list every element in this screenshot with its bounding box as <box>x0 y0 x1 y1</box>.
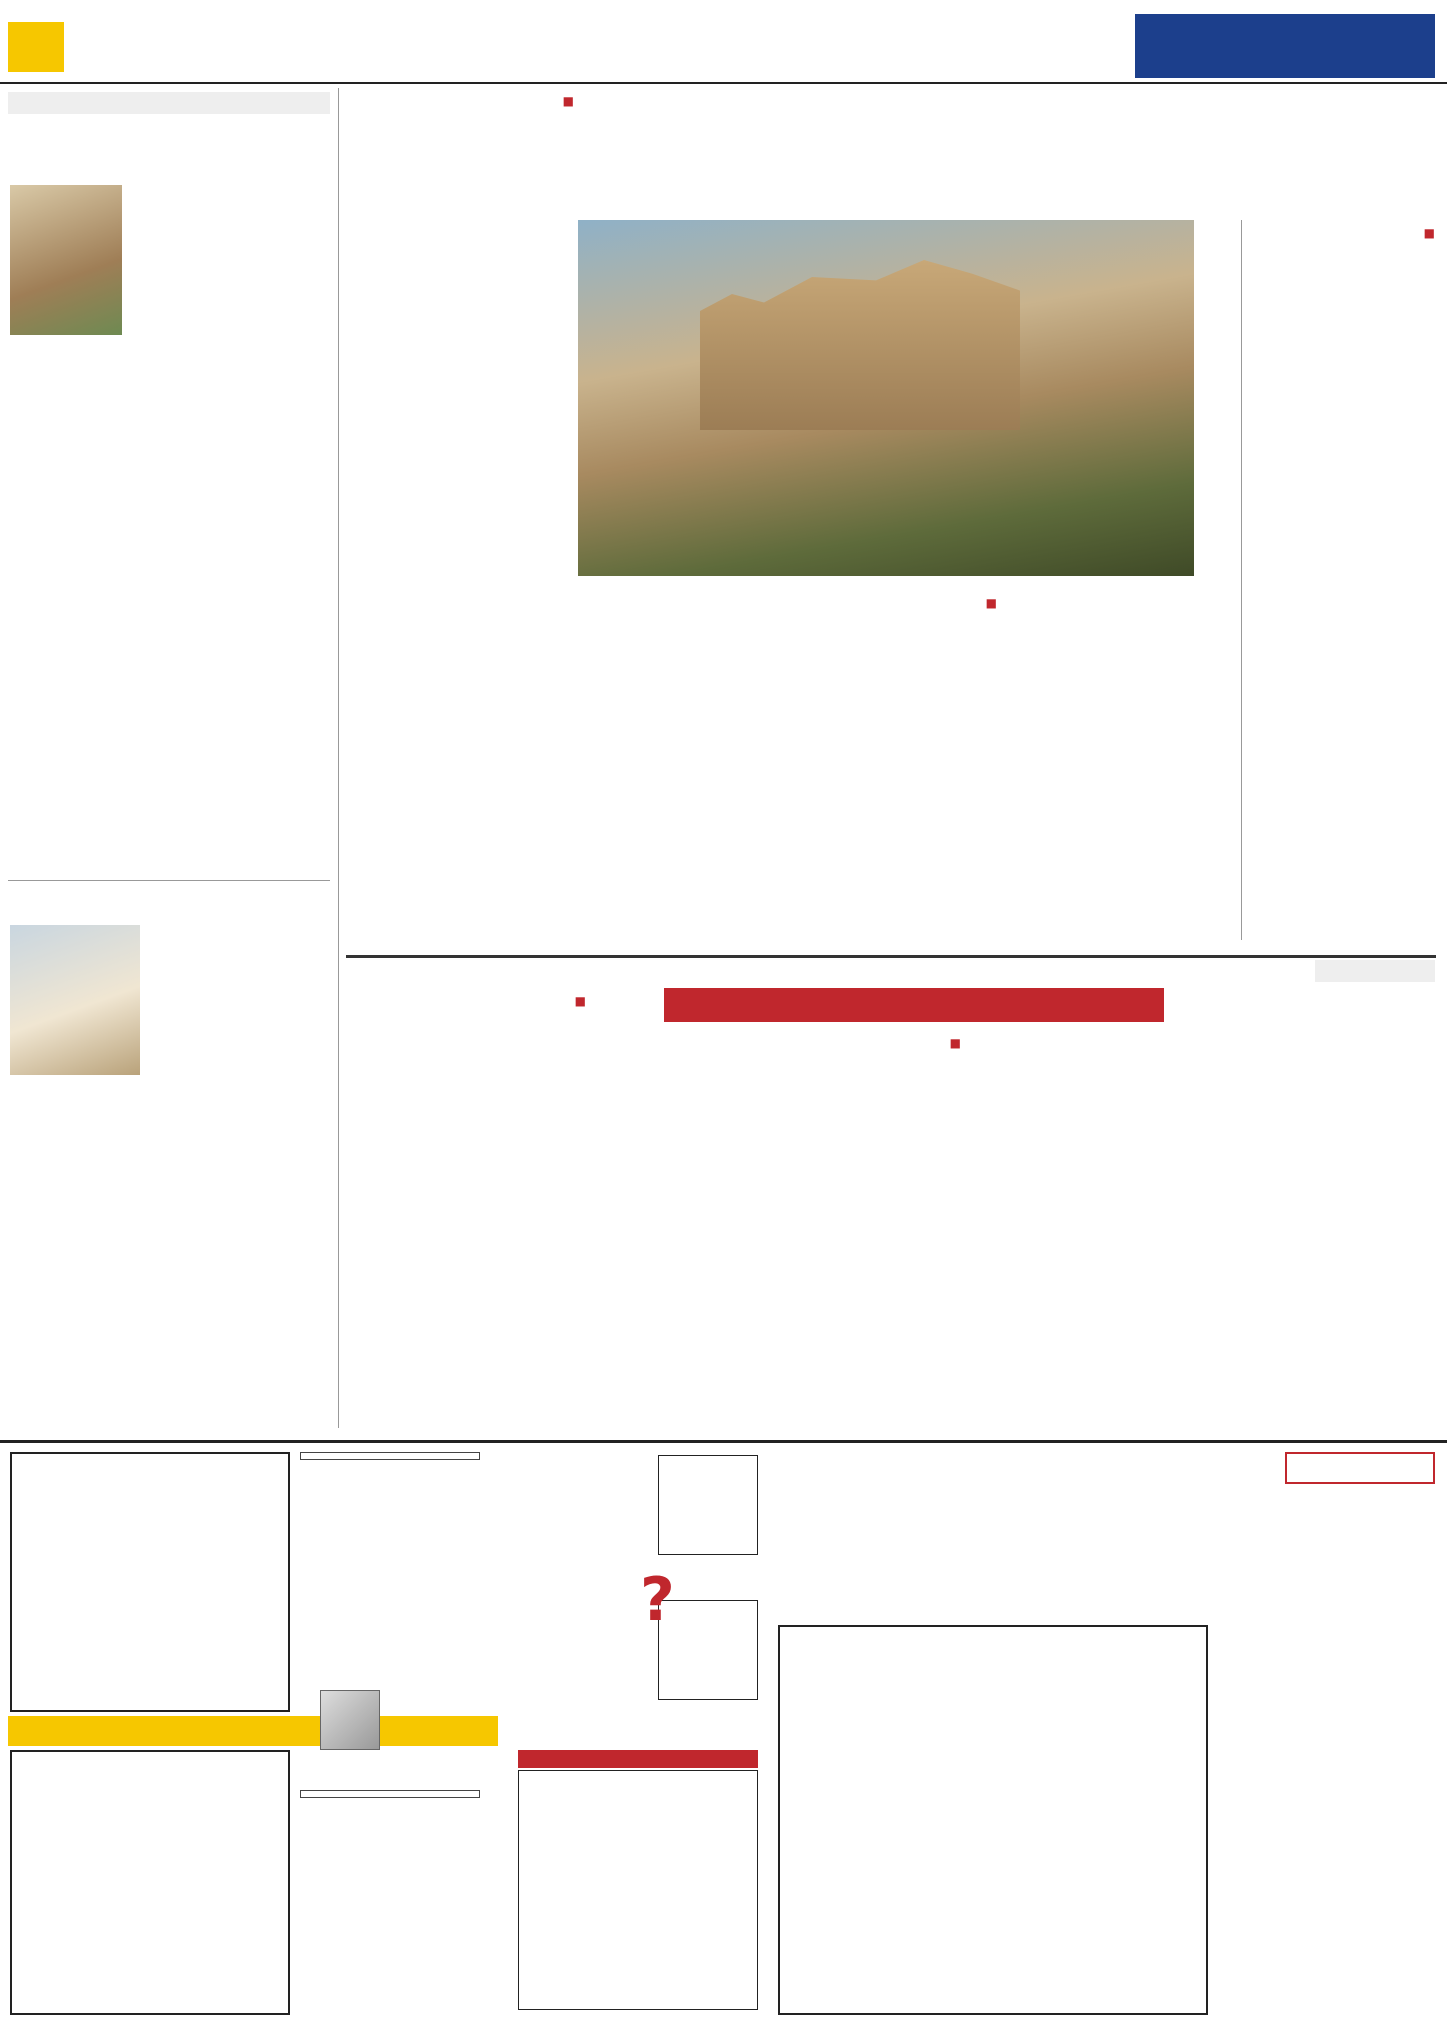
across-clues <box>1285 1490 1435 1730</box>
side1-text-top <box>126 182 330 342</box>
sudoku-about-text <box>300 1884 480 2004</box>
report2-column-4 <box>346 988 586 1418</box>
rules-text <box>300 1544 480 1684</box>
lead-column-3 <box>817 590 997 940</box>
report2-sub2 <box>346 992 586 1010</box>
lead-column-4 <box>374 88 574 940</box>
masthead <box>0 0 1447 84</box>
lead-column-3b <box>625 590 805 940</box>
report2-column-3 <box>781 1030 961 1418</box>
report2-sub1 <box>781 1034 961 1052</box>
page-number <box>8 22 64 72</box>
divider <box>0 1440 1447 1443</box>
report2-column-1 <box>1173 988 1435 1418</box>
subhead-importance <box>1249 224 1435 242</box>
hard-sudoku-grid[interactable] <box>10 1750 290 2015</box>
lead-column-1 <box>1249 220 1435 940</box>
report2-title[interactable] <box>664 988 1164 1022</box>
divider <box>1241 220 1242 940</box>
qaleh-dokhtar-photo <box>10 185 122 335</box>
easy-sudoku-label <box>300 1452 480 1460</box>
question-mark-icon: ? <box>640 1565 675 1635</box>
subhead-budget <box>374 92 574 110</box>
divider <box>346 955 1436 958</box>
down-clues <box>1285 1735 1435 2015</box>
crossword-column-numbers <box>778 1605 1208 1623</box>
side2-text <box>8 1092 330 1422</box>
report2-column-2 <box>977 1030 1157 1418</box>
report2-tag <box>1315 960 1435 982</box>
rally-car-photo <box>10 925 140 1075</box>
crossword-row-numbers <box>1212 1625 1236 2015</box>
rubik-cube-icon <box>320 1690 380 1750</box>
side-tag <box>8 92 330 114</box>
easy-sudoku-solution <box>658 1455 758 1555</box>
answer-title <box>518 1750 758 1768</box>
hard-sudoku-label <box>300 1790 480 1798</box>
newspaper-logo[interactable] <box>1135 14 1435 78</box>
divider <box>338 88 339 1428</box>
crossword-title <box>1285 1452 1435 1484</box>
divider <box>8 880 330 881</box>
answer-grid <box>518 1770 758 2010</box>
lead-column-2 <box>1009 590 1189 940</box>
subhead-obstacles <box>817 594 997 612</box>
side1-text <box>8 345 330 865</box>
easy-sudoku-grid[interactable] <box>10 1452 290 1712</box>
crossword-grid[interactable] <box>778 1625 1208 2015</box>
yellow-band <box>8 1716 498 1746</box>
side2-text-top <box>144 922 330 1092</box>
